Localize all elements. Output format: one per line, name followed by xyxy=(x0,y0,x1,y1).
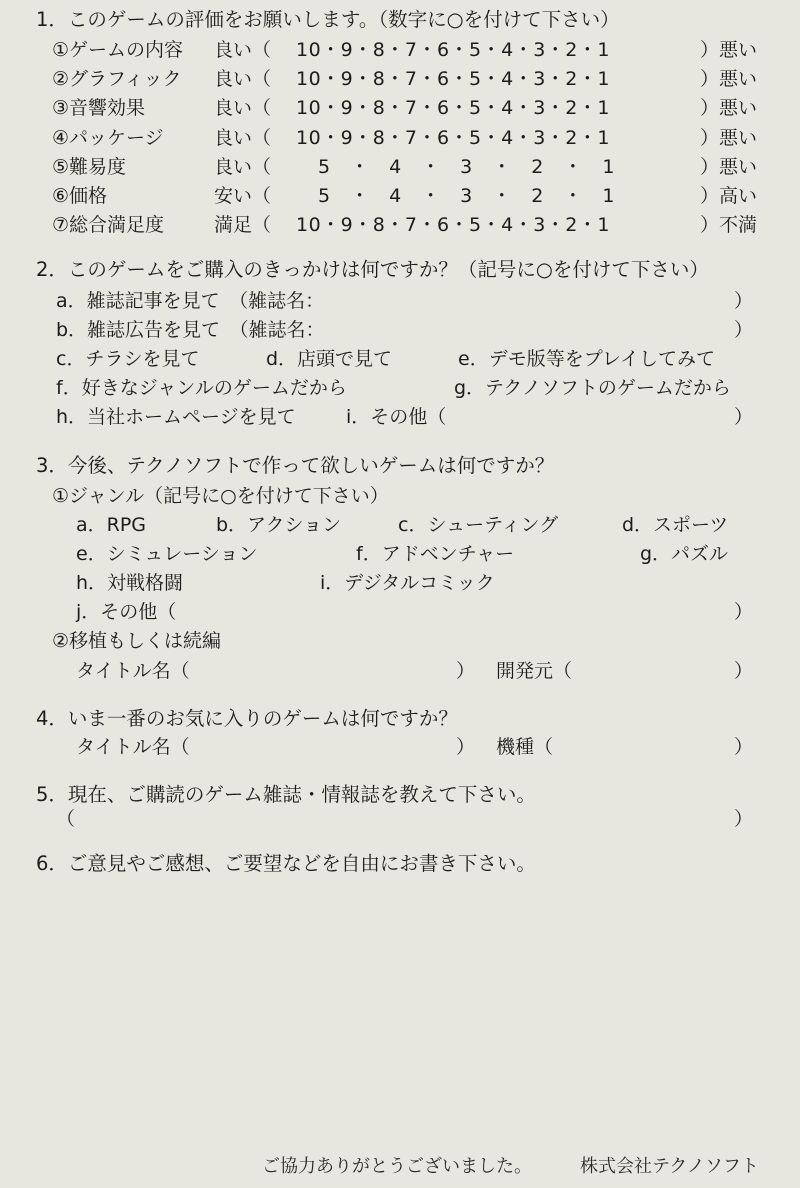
q3-developer-close: ） xyxy=(734,660,754,682)
q3-port-subheading: ②移植もしくは続編 xyxy=(52,630,222,652)
q5-heading: 5．現在、ご購読のゲーム雑誌・情報誌を教えて下さい。 xyxy=(36,783,536,806)
q1-row-right: ）悪い xyxy=(700,97,758,119)
q3-genre-j-close: ） xyxy=(734,601,754,623)
q3-heading: 3．今後、テクノソフトで作って欲しいゲームは何ですか？ xyxy=(36,454,555,477)
q1-heading: 1．このゲームの評価をお願いします。（数字に○を付けて下さい） xyxy=(36,8,620,31)
q3-title-field[interactable]: タイトル名（ xyxy=(76,660,190,682)
q2-option-h[interactable]: h．当社ホームページを見て xyxy=(56,406,296,428)
q3-genre-j[interactable]: j．その他（ xyxy=(76,601,177,623)
q3-title-close: ） xyxy=(456,660,476,682)
q4-heading: 4．いま一番のお気に入りのゲームは何ですか？ xyxy=(36,707,458,730)
footer-thanks: ご協力ありがとうございました。 xyxy=(262,1156,532,1177)
q4-title-field[interactable]: タイトル名（ xyxy=(76,736,190,758)
q1-row-label: ⑥価格 xyxy=(52,185,108,207)
q1-row-right: ）高い xyxy=(700,185,758,207)
q3-genre-subheading: ①ジャンル（記号に○を付けて下さい） xyxy=(52,485,389,507)
q3-genre-a[interactable]: a．RPG xyxy=(76,514,147,536)
q1-row-scale[interactable]: 5 ・ 4 ・ 3 ・ 2 ・ 1 xyxy=(318,185,615,207)
q1-row-label: ⑦総合満足度 xyxy=(52,214,165,236)
q2-option-a-close: ） xyxy=(734,290,754,312)
q3-genre-d[interactable]: d．スポーツ xyxy=(622,514,729,536)
q1-row-left: 良い（ xyxy=(214,156,272,178)
q1-row-right: ）不満 xyxy=(700,214,758,236)
q2-option-c[interactable]: c．チラシを見て xyxy=(56,348,200,370)
q2-option-e[interactable]: e．デモ版等をプレイしてみて xyxy=(458,348,715,370)
q1-row-scale[interactable]: 10・9・8・7・6・5・4・3・2・1 xyxy=(296,39,610,61)
q2-option-b[interactable]: b．雑誌広告を見て （雑誌名： xyxy=(56,319,325,341)
footer-company: 株式会社テクノソフト xyxy=(580,1156,759,1177)
q1-row-scale[interactable]: 10・9・8・7・6・5・4・3・2・1 xyxy=(296,127,610,149)
q4-platform-close: ） xyxy=(734,736,754,758)
q2-option-d[interactable]: d．店頭で見て xyxy=(266,348,393,370)
q1-row-scale[interactable]: 10・9・8・7・6・5・4・3・2・1 xyxy=(296,214,610,236)
q2-option-a[interactable]: a．雑誌記事を見て （雑誌名： xyxy=(56,290,325,312)
q1-row-label: ④パッケージ xyxy=(52,127,164,149)
q2-option-i-close: ） xyxy=(734,406,754,428)
q2-option-i[interactable]: i．その他（ xyxy=(346,406,447,428)
q1-row-label: ⑤難易度 xyxy=(52,156,127,178)
q1-row-label: ②グラフィック xyxy=(52,68,182,90)
q1-row-left: 良い（ xyxy=(214,39,272,61)
q3-genre-h[interactable]: h．対戦格闘 xyxy=(76,572,184,594)
q3-genre-e[interactable]: e．シミュレーション xyxy=(76,543,258,565)
q1-row-right: ）悪い xyxy=(700,156,758,178)
q1-row-right: ）悪い xyxy=(700,127,758,149)
q1-row-label: ①ゲームの内容 xyxy=(52,39,184,61)
q1-row-label: ③音響効果 xyxy=(52,97,146,119)
q6-free-comment-area[interactable] xyxy=(56,884,756,1124)
q1-row-scale[interactable]: 10・9・8・7・6・5・4・3・2・1 xyxy=(296,97,610,119)
q1-row-left: 良い（ xyxy=(214,127,272,149)
q1-row-scale[interactable]: 5 ・ 4 ・ 3 ・ 2 ・ 1 xyxy=(318,156,615,178)
q1-row-right: ）悪い xyxy=(700,39,758,61)
q1-row-left: 良い（ xyxy=(214,97,272,119)
q1-row-scale[interactable]: 10・9・8・7・6・5・4・3・2・1 xyxy=(296,68,610,90)
q2-option-g[interactable]: g．テクノソフトのゲームだから xyxy=(454,377,731,399)
q1-row-right: ）悪い xyxy=(700,68,758,90)
q1-row-left: 良い（ xyxy=(214,68,272,90)
q4-platform-field[interactable]: 機種（ xyxy=(496,736,554,758)
q4-title-close: ） xyxy=(456,736,476,758)
q2-option-f[interactable]: f．好きなジャンルのゲームだから xyxy=(56,377,347,399)
q3-genre-g[interactable]: g．パズル xyxy=(640,543,729,565)
q3-developer-field[interactable]: 開発元（ xyxy=(496,660,573,682)
q3-genre-b[interactable]: b．アクション xyxy=(216,514,342,536)
q5-field-open[interactable]: （ xyxy=(56,808,76,830)
q1-row-left: 安い（ xyxy=(214,185,272,207)
q5-field-close: ） xyxy=(734,808,754,830)
q3-genre-i[interactable]: i．デジタルコミック xyxy=(320,572,495,594)
q1-row-left: 満足（ xyxy=(214,214,272,236)
q6-heading: 6．ご意見やご感想、ご要望などを自由にお書き下さい。 xyxy=(36,852,536,875)
q3-genre-f[interactable]: f．アドベンチャー xyxy=(356,543,515,565)
q2-heading: 2．このゲームをご購入のきっかけは何ですか？（記号に○を付けて下さい） xyxy=(36,258,709,281)
q2-option-b-close: ） xyxy=(734,319,754,341)
q3-genre-c[interactable]: c．シューティング xyxy=(398,514,559,536)
